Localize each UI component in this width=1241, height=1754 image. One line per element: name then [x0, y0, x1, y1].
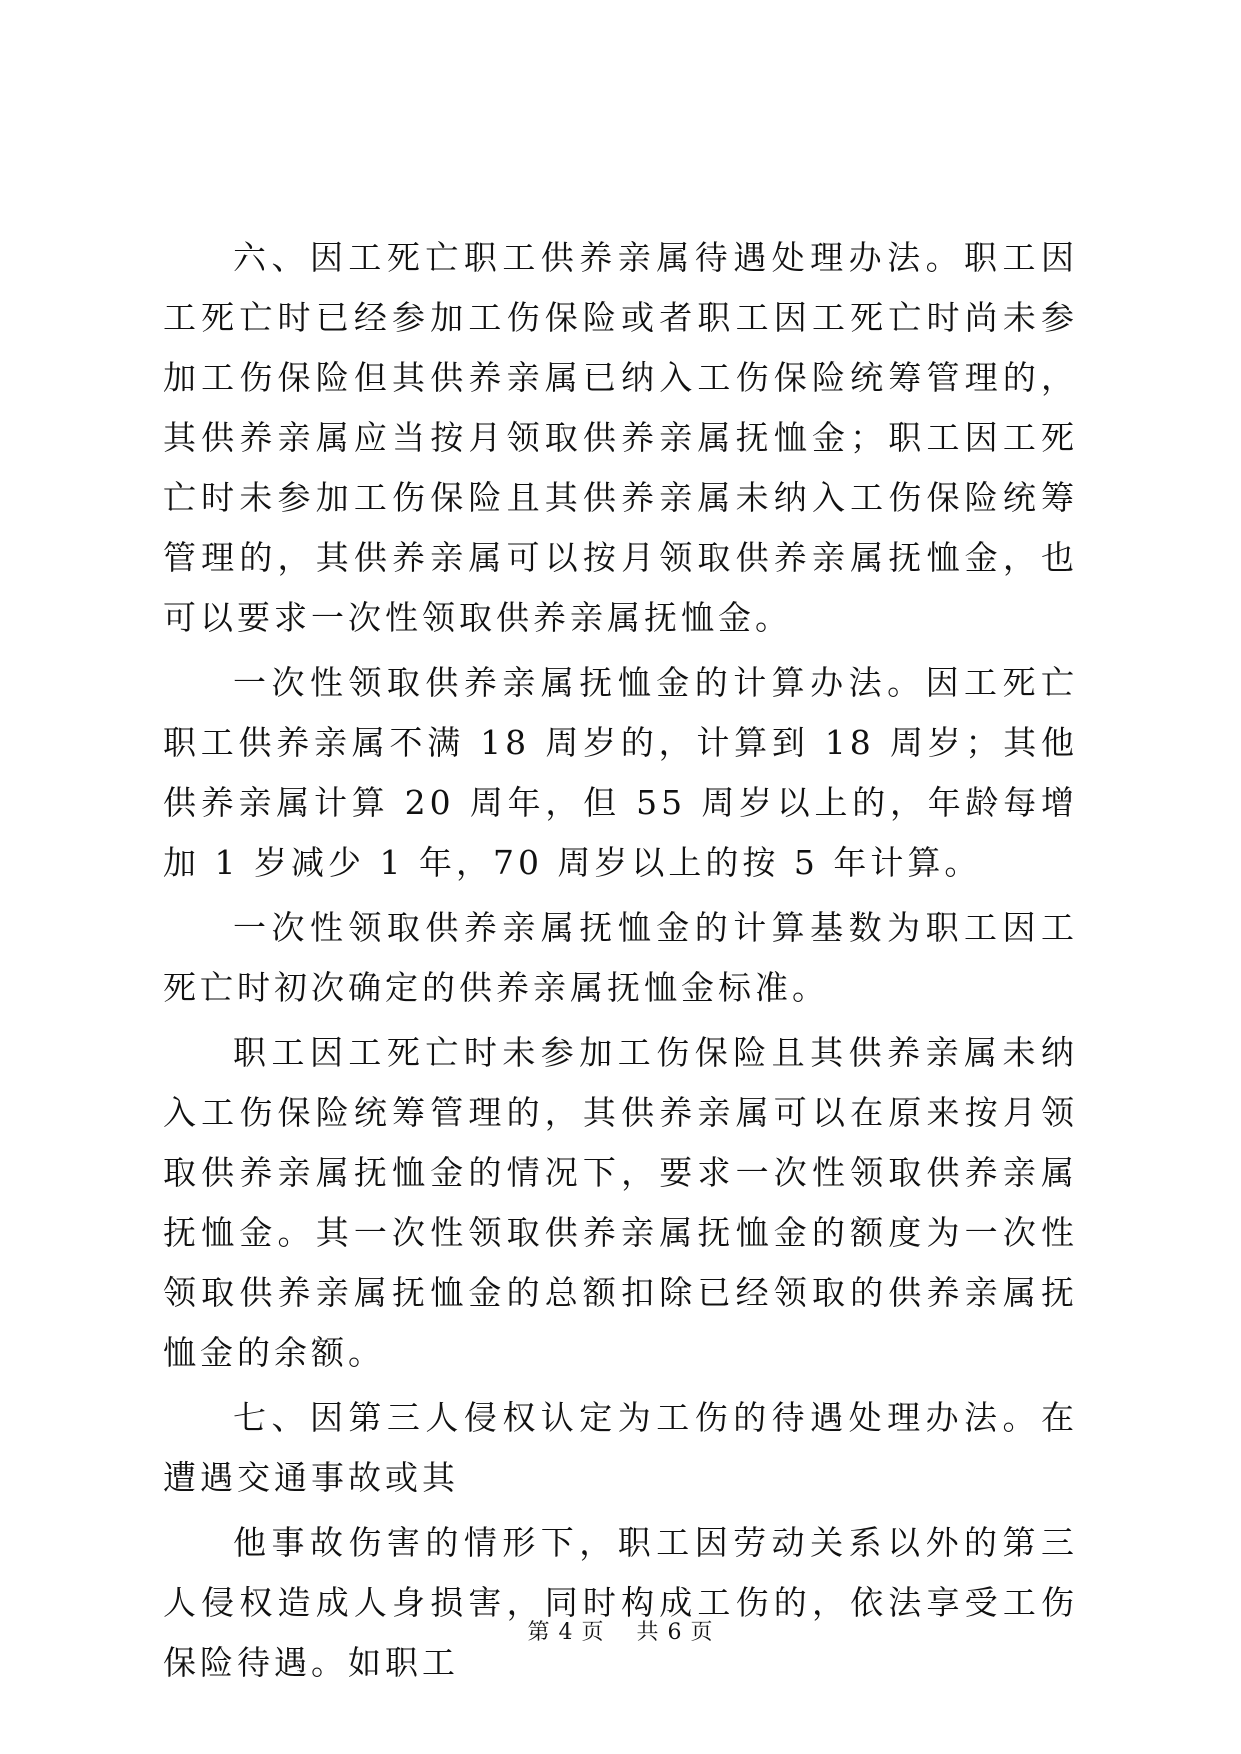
paragraph-3: 一次性领取供养亲属抚恤金的计算基数为职工因工死亡时初次确定的供养亲属抚恤金标准。 [163, 908, 1078, 1007]
document-body [163, 228, 1078, 1698]
page-number: 第 4 页 [527, 1620, 605, 1645]
paragraph-2: 一次性领取供养亲属抚恤金的计算办法。因工死亡职工供养亲属不满 18 周岁的，计算到 18 周岁；其他供养亲属计算 20 周年，但 55 周岁以上的，年龄每增加 1 岁减少 1 年，70 周岁以上的按 5 年计算。 [163, 663, 1078, 882]
paragraph-1: 六、因工死亡职工供养亲属待遇处理办法。职工因工死亡时已经参加工伤保险或者职工因工死亡时尚未参加工伤保险但其供养亲属已纳入工伤保险统筹管理的，其供养亲属应当按月领取供养亲属抚恤金；职工因工死亡时未参加工伤保险且其供养亲属未纳入工伤保险统筹管理的，其供养亲属可以按月领取供养亲属抚恤金，也可以要求一次性领取供养亲属抚恤金。 [163, 238, 1078, 637]
page-total: 共 6 页 [636, 1620, 714, 1645]
paragraph-4: 职工因工死亡时未参加工伤保险且其供养亲属未纳入工伤保险统筹管理的，其供养亲属可以在原来按月领取供养亲属抚恤金的情况下，要求一次性领取供养亲属抚恤金。其一次性领取供养亲属抚恤金的额度为一次性领取供养亲属抚恤金的总额扣除已经领取的供养亲属抚恤金的余额。 [163, 1033, 1078, 1372]
page-footer [0, 1615, 1241, 1646]
paragraph-6: 他事故伤害的情形下，职工因劳动关系以外的第三人侵权造成人身损害，同时构成工伤的，依法享受工伤保险待遇。如职工 [163, 1523, 1078, 1682]
paragraph-5: 七、因第三人侵权认定为工伤的待遇处理办法。在遭遇交通事故或其 [163, 1398, 1078, 1497]
